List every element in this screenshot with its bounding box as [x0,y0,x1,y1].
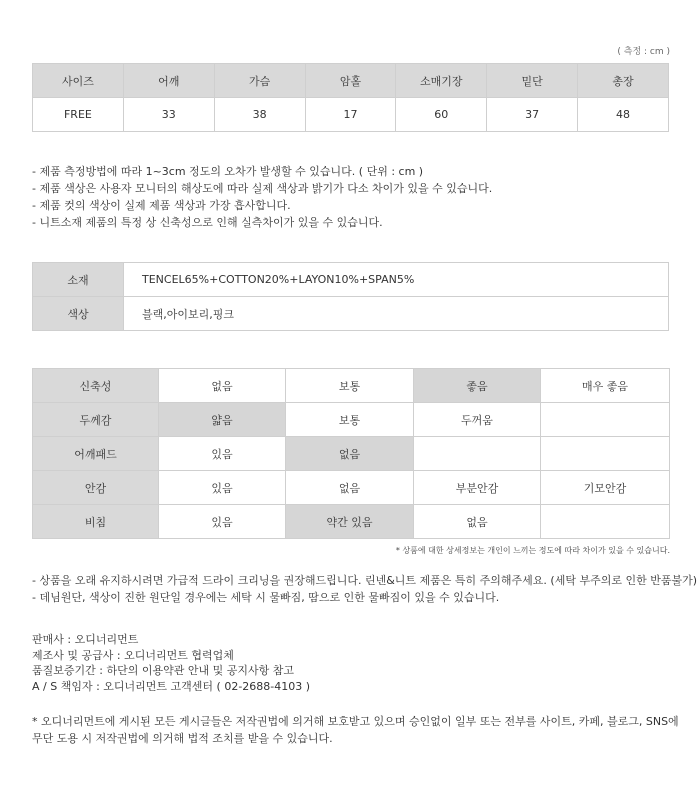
shoulder-header: 어깨 [123,64,214,98]
note-line: - 상품을 오래 유지하시려면 가급적 드라이 크리닝을 권장해드립니다. 린넨&니트 제품은 특히 주의해주세요. (세탁 부주의로 인한 반품불가) [32,574,697,587]
feel-row [33,505,670,539]
feel-cell: 있음 [159,471,286,505]
feel-cell: 보통 [286,403,414,437]
note-line: - 데님원단, 색상이 진한 원단일 경우에는 세탁 시 물빠짐, 땀으로 인한 물빠짐이 있을 수 있습니다. [32,591,500,604]
feel-cell: 매우 좋음 [541,369,670,403]
feel-cell: 없음 [159,369,286,403]
feel-cell: 얇음 [159,403,286,437]
note-line: - 제품 색상은 사용자 모니터의 해상도에 따라 실제 색상과 밝기가 다소 차이가 있을 수 있습니다. [32,182,493,195]
size-table [32,63,669,132]
seller-line: 품질보증기간 : 하단의 이용약관 안내 및 공지사항 참고 [32,664,294,677]
feel-cell: 기모안감 [541,471,670,505]
material-value: TENCEL65%+COTTON20%+LAYON10%+SPAN5% [124,263,669,297]
shoulder-value: 33 [123,98,214,132]
material-label: 소재 [33,263,124,297]
feel-cell: 보통 [286,369,414,403]
feel-cell: 있음 [159,437,286,471]
product-info-table [32,262,669,331]
feel-cell: 부분안감 [414,471,541,505]
sleeve-length-header: 소매기장 [396,64,487,98]
total-length-value: 48 [578,98,669,132]
feel-cell: 약간 있음 [286,505,414,539]
feel-cell: 두꺼움 [414,403,541,437]
total-length-header: 총장 [578,64,669,98]
feel-cell [414,437,541,471]
fabric-feel-table [32,368,670,539]
care-notes [32,572,697,606]
seller-info [32,632,310,694]
seller-line: A / S 책임자 : 오디너리먼트 고객센터 ( 02-2688-4103 ) [32,679,311,693]
material-row [33,263,669,297]
shoulder-pad-label: 어깨패드 [33,437,159,471]
hem-value: 37 [487,98,578,132]
feel-cell: 없음 [286,437,414,471]
note-line: - 제품 컷의 색상이 실제 제품 색상과 가장 흡사합니다. [32,199,291,212]
lining-label: 안감 [33,471,159,505]
color-label: 색상 [33,297,124,331]
feel-cell: 없음 [286,471,414,505]
sleeve-length-value: 60 [396,98,487,132]
feel-row [33,403,670,437]
thickness-label: 두께감 [33,403,159,437]
copyright-line: * 오디너리먼트에 게시된 모든 게시글들은 저작권법에 의거해 보호받고 있으며 승인없이 일부 또는 전부를 사이트, 카페, 블로그, SNS에 [32,715,679,728]
chest-header: 가슴 [214,64,305,98]
feel-cell [541,403,670,437]
measurement-notes [32,163,492,231]
size-value: FREE [33,98,124,132]
measure-unit-note: ( 측정 : cm ) [617,47,670,57]
stretch-label: 신축성 [33,369,159,403]
feel-cell [541,437,670,471]
seller-line: 제조사 및 공급사 : 오디너리먼트 협력업체 [32,648,234,662]
color-value: 블랙,아이보리,핑크 [124,297,669,331]
feel-cell: 없음 [414,505,541,539]
feel-row [33,437,670,471]
feel-disclaimer: * 상품에 대한 상세정보는 개인이 느끼는 정도에 따라 차이가 있을 수 있습니다. [395,546,670,555]
feel-cell [541,505,670,539]
note-line: - 제품 측정방법에 따라 1~3cm 정도의 오차가 발생할 수 있습니다. ( 단위 : cm ) [32,165,424,178]
feel-cell: 좋음 [414,369,541,403]
seller-line: 판매사 : 오디너리먼트 [32,633,139,646]
size-table-row [33,98,669,132]
size-table-header-row [33,64,669,98]
size-header: 사이즈 [33,64,124,98]
sheerness-label: 비침 [33,505,159,539]
feel-row [33,369,670,403]
color-row [33,297,669,331]
hem-header: 밑단 [487,64,578,98]
copyright-notice [32,713,682,747]
armhole-value: 17 [305,98,396,132]
feel-row [33,471,670,505]
note-line: - 니트소재 제품의 특정 상 신축성으로 인해 실측차이가 있을 수 있습니다. [32,216,383,229]
chest-value: 38 [214,98,305,132]
copyright-line: 무단 도용 시 저작권법에 의거해 법적 조치를 받을 수 있습니다. [32,732,333,745]
armhole-header: 암홀 [305,64,396,98]
feel-cell: 있음 [159,505,286,539]
